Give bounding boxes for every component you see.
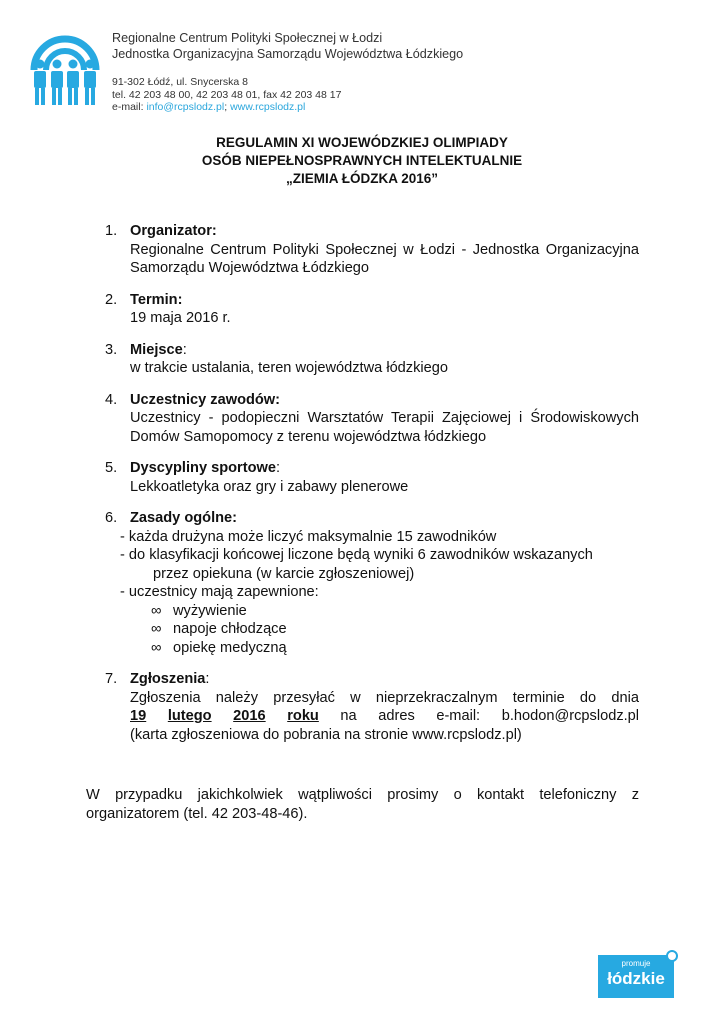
section-number: 3. — [105, 341, 118, 358]
section-heading: Zasady ogólne: — [130, 510, 238, 526]
section-number: 4. — [105, 391, 118, 408]
deadline-line — [130, 707, 639, 726]
infinity-bullet-icon: ∞ — [151, 621, 162, 637]
email-label: e-mail: — [112, 101, 144, 113]
section-number: 1. — [105, 223, 118, 239]
closing-paragraph: W przypadku jakichkolwiek wątpliwości prosimy o kontakt telefoniczny z organizatorem (tel. 42 203-48-46). — [86, 787, 639, 822]
section-number: 6. — [105, 510, 118, 526]
badge-brand-text: łódzkie — [607, 969, 665, 988]
rcps-logo-icon — [30, 30, 100, 108]
deadline-date-month: lutego — [167, 708, 212, 724]
section-text: w trakcie ustalania, teren województwa łódzkiego — [130, 360, 448, 376]
bullet-item — [105, 620, 639, 639]
section-number: 2. — [105, 291, 118, 308]
bullet-item — [105, 639, 639, 658]
section-heading: Termin: — [130, 291, 183, 308]
section-heading: Uczestnicy zawodów: — [130, 391, 281, 408]
section-text: Regionalne Centrum Polityki Społecznej w Łodzi - Jednostka Organizacyjna Samorządu Województwa Łódzkiego — [130, 241, 639, 276]
letterhead — [30, 26, 700, 116]
document-title — [0, 134, 724, 188]
website-link[interactable]: www.rcpslodz.pl — [230, 101, 306, 113]
heading-suffix: : — [205, 671, 210, 687]
separator: ; — [224, 101, 228, 113]
contact-email: b.hodon@rcpslodz.pl — [501, 708, 640, 724]
rule-item-continuation: przez opiekuna (w karcie zgłoszeniowej) — [153, 565, 415, 582]
section-heading: Zgłoszenia — [130, 671, 206, 687]
org-line-2: Jednostka Organizacyjna Samorządu Województwa Łódzkiego — [112, 47, 464, 61]
bullet-text: wyżywienie — [173, 602, 247, 619]
deadline-date-year: 2016 — [233, 708, 266, 724]
text-word: adres — [378, 708, 415, 724]
section-text: Uczestnicy - podopieczni Warsztatów Terapii Zajęciowej i Środowiskowych Domów Samopomocy z terenu województwa łódzkiego — [130, 410, 639, 445]
rule-item: - każda drużyna może liczyć maksymalnie 15 zawodników — [120, 528, 497, 545]
phone: tel. 42 203 48 00, 42 203 48 01, fax 42 203 48 17 — [112, 88, 342, 101]
text-word: na — [340, 708, 357, 724]
organization-name — [112, 30, 463, 62]
email-link[interactable]: info@rcpslodz.pl — [146, 101, 225, 113]
heading-suffix: : — [275, 460, 281, 476]
badge-circle-icon — [666, 950, 678, 962]
address: 91-302 Łódź, ul. Snycerska 8 — [112, 76, 248, 88]
rule-item: - uczestnicy mają zapewnione: — [120, 584, 319, 600]
org-line-1: Regionalne Centrum Polityki Społecznej w Łodzi — [112, 31, 383, 45]
section-place — [105, 341, 639, 378]
section-disciplines — [105, 459, 639, 496]
bullet-item — [105, 602, 639, 621]
section-number: 7. — [105, 671, 118, 687]
text-word: e-mail: — [436, 708, 481, 724]
email-line — [112, 101, 341, 114]
section-heading: Miejsce — [130, 341, 183, 358]
regulations-list — [105, 222, 639, 757]
section-general-rules — [105, 509, 639, 657]
section-number: 5. — [105, 460, 118, 476]
section-organizer — [105, 222, 639, 278]
section-heading: Organizator: — [130, 223, 217, 239]
infinity-bullet-icon: ∞ — [151, 639, 162, 656]
deadline-date-word: roku — [287, 708, 319, 724]
heading-suffix: : — [182, 341, 187, 358]
section-heading: Dyscypliny sportowe — [130, 460, 276, 476]
title-line-1: REGULAMIN XI WOJEWÓDZKIEJ OLIMPIADY — [216, 135, 508, 150]
section-text: Zgłoszenia należy przesyłać w nieprzekraczalnym terminie do dnia — [130, 689, 639, 706]
deadline-date-day: 19 — [130, 708, 147, 724]
title-line-3: „ZIEMIA ŁÓDZKA 2016” — [285, 171, 439, 186]
bullet-text: opiekę medyczną — [173, 639, 287, 656]
section-text: Lekkoatletyka oraz gry i zabawy plenerowe — [130, 478, 409, 495]
section-date — [105, 291, 639, 328]
section-participants — [105, 391, 639, 447]
infinity-bullet-icon: ∞ — [151, 602, 162, 619]
title-line-2: OSÓB NIEPEŁNOSPRAWNYCH INTELEKTUALNIE — [201, 153, 523, 168]
contact-info — [112, 76, 341, 114]
promuje-lodzkie-logo — [598, 950, 678, 998]
rule-item: - do klasyfikacji końcowej liczone będą wyniki 6 zawodników wskazanych — [120, 547, 593, 563]
section-text: 19 maja 2016 r. — [130, 310, 231, 326]
bullet-text: napoje chłodzące — [173, 621, 287, 637]
section-applications — [105, 670, 639, 744]
badge-top-text: promuje — [621, 959, 651, 968]
form-note: (karta zgłoszeniowa do pobrania na stronie www.rcpslodz.pl) — [130, 726, 522, 743]
